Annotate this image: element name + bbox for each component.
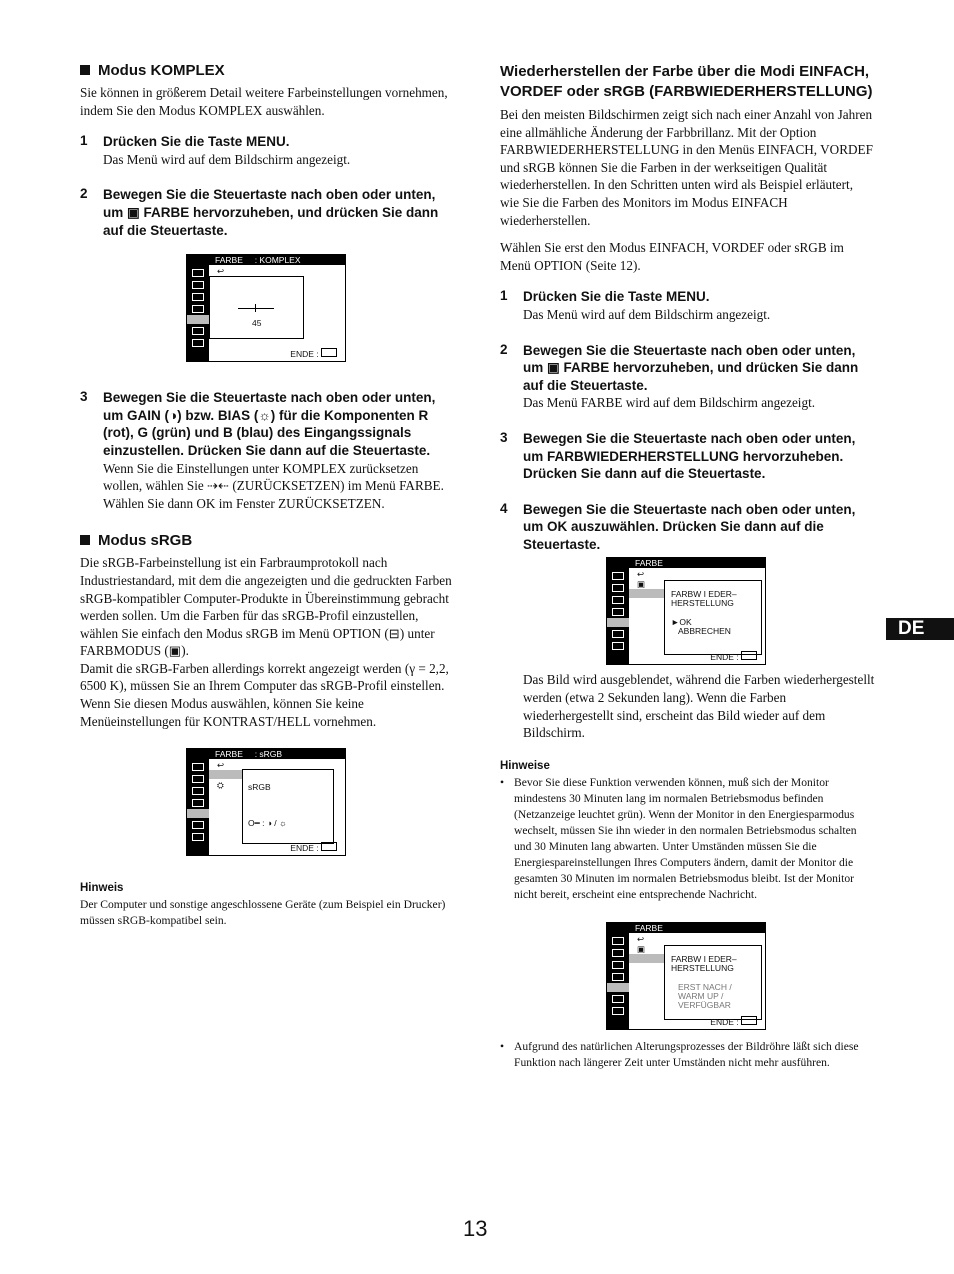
- slider-marker: [255, 304, 256, 312]
- return-icon: ↩: [637, 569, 645, 580]
- menu-button-icon: [741, 651, 757, 660]
- option-icon: [192, 821, 204, 829]
- hint-2: • Aufgrund des natürlichen Alterungsprozesses der Bildröhre läßt sich diese Funktion nach längerer Zeit unter Umständen nicht mehr ausführen.: [500, 1039, 875, 1071]
- language-tab: DE: [886, 618, 954, 640]
- komplex-step-3: 3 Bewegen Sie die Steuertaste nach oben oder unten, um GAIN (◑) bzw. BIAS (☼) für die Komponenten R (rot), G (grün) und B (blau) des Eingangssignals einzustellen. Drücken Sie dann auf die Steuertaste. Wenn Sie die Einstellungen unter KOMPLEX zurücksetzen wollen, wählen Sie ⇢⇠ (ZURÜCKSETZEN) im Menü FARBE. Wählen Sie dann OK im Fenster ZURÜCKSETZEN.: [80, 389, 444, 511]
- komplex-value-window: 45: [209, 276, 304, 339]
- srgb-hint: Der Computer und sonstige angeschlossene Geräte (zum Beispiel ein Drucker) müssen sRGB-kompatibel sein.: [80, 898, 446, 928]
- return-icon: ↩: [217, 760, 225, 771]
- option-icon: [612, 995, 624, 1003]
- brightness-icon: [192, 763, 204, 771]
- komplex-heading: Modus KOMPLEX: [80, 62, 455, 80]
- option-icon: [612, 630, 624, 638]
- geometry-icon: [192, 281, 204, 289]
- komplex-step-2: 2 Bewegen Sie die Steuertaste nach oben oder unten, um ▣ FARBE hervorzuheben, und drücken Sie dann auf die Steuertaste.: [80, 186, 439, 238]
- convergence-icon: [612, 608, 624, 616]
- brightness-icon: [612, 937, 624, 945]
- ok-option[interactable]: ►OK: [671, 617, 692, 628]
- restore-osd-area-1: [500, 553, 875, 671]
- reset-icon: [612, 1007, 624, 1015]
- right-column: [500, 62, 875, 1071]
- reset-icon: [192, 339, 204, 347]
- square-bullet-icon: [80, 535, 90, 545]
- warmup-window: FARBW I EDER– HERSTELLUNG ERST NACH / WARM UP / VERFÜGBAR: [664, 945, 762, 1020]
- option-icon: [192, 327, 204, 335]
- restore-selected-row: [629, 589, 667, 598]
- square-bullet-icon: [80, 65, 90, 75]
- komplex-intro: Sie können in größerem Detail weitere Farbeinstellungen vornehmen, indem Sie den Modus KOMPLEX auswählen.: [80, 85, 448, 118]
- page-number: 13: [463, 1216, 488, 1241]
- menu-button-icon: [321, 348, 337, 357]
- farbe-selected-row: [607, 983, 629, 992]
- osd-srgb: FARBE : sRGB ↩ ⛭ sRGB O━ : ◑ / ☼ ENDE :: [186, 748, 346, 856]
- restore-step-3: 3 Bewegen Sie die Steuertaste nach oben oder unten, um FARBWIEDERHERSTELLUNG hervorzuheben. Drücken Sie dann auf die Steuertaste.: [500, 429, 856, 482]
- komplex-osd-area: [80, 239, 455, 389]
- menu-button-icon: [741, 1016, 757, 1025]
- srgb-text-2: Damit die sRGB-Farben allerdings korrekt angezeigt werden (γ = 2,2, 6500 K), müssen Sie an Ihrem Computer das sRGB-Profil einstellen. Wenn Sie diesen Modus auswählen, können Sie keine Menüeinstellungen für KONTRAST/HELL vornehmen.: [80, 660, 449, 729]
- farbe-selected-row: [187, 809, 209, 818]
- srgb-text-1: Die sRGB-Farbeinstellung ist ein Farbraumprotokoll nach Industriestandard, mit dem die angezeigten und die gedruckten Farben sRGB-kompatibler Computer-Produkte in Übereinstimmung gebracht werden sollen. Um die Farben für das sRGB-Profil einzustellen, wählen Sie einfach den Modus sRGB im Menü OPTION (⊟) unter FARBMODUS (▣).: [80, 555, 452, 659]
- restore-step-2: 2 Bewegen Sie die Steuertaste nach oben oder unten, um ▣ FARBE hervorzuheben, und drücken Sie dann auf die Steuertaste. Das Menü FARBE wird auf dem Bildschirm angezeigt.: [500, 341, 859, 411]
- convergence-icon: [192, 799, 204, 807]
- color-restore-icon: ⛭: [217, 780, 224, 791]
- geometry-icon: [612, 949, 624, 957]
- hint-1: • Bevor Sie diese Funktion verwenden können, muß sich der Monitor mindestens 30 Minuten lang im normalen Betriebsmodus befinden (Netzanzeige leuchtet grün). Wenn der Monitor in den Energiesparmodus wechselt, müssen Sie ihn wieder in den normalen Betriebsmodus schalten und 30 Minuten lang abwarten. Unter Umständen müssen Sie die Energiespareinstellungen Ihres Computers ändern, damit der Monitor die gesamten 30 Minuten im normalen Betriebsmodus bleibt. Ist der Monitor nicht bereit, erscheint eine entsprechende Nachricht.: [500, 775, 875, 903]
- brightness-icon: [612, 572, 624, 580]
- geometry-icon: [192, 775, 204, 783]
- geometry-icon: [612, 584, 624, 592]
- restore-osd-area-2: [500, 903, 875, 1039]
- menu-button-icon: [321, 842, 337, 851]
- restore-intro-2: Wählen Sie erst den Modus EINFACH, VORDEF oder sRGB im Menü OPTION (Seite 12).: [500, 240, 844, 273]
- convergence-icon: [612, 973, 624, 981]
- hints-title: Hinweise: [500, 759, 550, 772]
- convergence-icon: [192, 305, 204, 313]
- return-icon: ↩: [637, 933, 645, 944]
- restore-heading: Wiederherstellen der Farbe über die Modi EINFACH, VORDEF oder sRGB (FARBWIEDERHERSTELLUNG): [500, 63, 873, 100]
- left-column: [80, 62, 455, 929]
- restore-step-4: 4 Bewegen Sie die Steuertaste nach oben oder unten, um OK auszuwählen. Drücken Sie dann auf die Steuertaste.: [500, 500, 856, 552]
- size-icon: [192, 787, 204, 795]
- komplex-step-1: 1 Drücken Sie die Taste MENU. Das Menü wird auf dem Bildschirm angezeigt.: [80, 133, 351, 167]
- cancel-option[interactable]: ABBRECHEN: [678, 626, 731, 637]
- restore-after-text: Das Bild wird ausgeblendet, während die Farben wiederhergestellt werden (etwa 2 Sekunden lang). Wenn die Farben wiederhergestellt sind, erscheint das Bild wieder auf dem Bildschirm.: [523, 672, 875, 741]
- srgb-hint-title: Hinweis: [80, 882, 124, 895]
- value-slider[interactable]: [238, 308, 274, 309]
- return-icon: ↩: [217, 266, 225, 277]
- osd-restore-warmup: FARBE ↩ ▣ FARBW I EDER– HERSTELLUNG ERST NACH / WARM UP / VERFÜGBAR ENDE :: [606, 922, 766, 1030]
- osd-restore-confirm: FARBE ↩ ▣ FARBW I EDER– HERSTELLUNG ►OK ABBRECHEN ENDE :: [606, 557, 766, 665]
- restore-step-1: 1 Drücken Sie die Taste MENU. Das Menü wird auf dem Bildschirm angezeigt.: [500, 288, 771, 322]
- reset-icon: [612, 642, 624, 650]
- farbe-selected-row: [187, 315, 209, 324]
- restore-window: FARBW I EDER– HERSTELLUNG ►OK ABBRECHEN: [664, 580, 762, 655]
- farbe-selected-row: [607, 618, 629, 627]
- restore-selected-row: [629, 954, 667, 963]
- color-mode-icon: ▣: [637, 579, 646, 590]
- size-icon: [612, 961, 624, 969]
- reset-icon: [192, 833, 204, 841]
- color-mode-icon: ▣: [637, 943, 646, 954]
- size-icon: [192, 293, 204, 301]
- srgb-heading: Modus sRGB: [80, 532, 455, 550]
- restore-intro-1: Bei den meisten Bildschirmen zeigt sich nach einer Anzahl von Jahren eine allmähliche Änderung der Farbbrillanz. Mit der Option FARBWIEDERHERSTELLUNG in den Menüs EINFACH, VORDEF und sRGB können Sie die Farben in der werkseitigen Qualität wiederherstellen. In den Schritten unten wird als Beispiel erläutert, wie Sie die Farben des Monitors im Modus EINFACH wiederherstellen.: [500, 107, 873, 228]
- osd-komplex: FARBE : KOMPLEX ↩ 45 ENDE :: [186, 254, 346, 362]
- srgb-osd-area: [80, 740, 455, 864]
- srgb-window: sRGB O━ : ◑ / ☼: [242, 769, 334, 844]
- size-icon: [612, 596, 624, 604]
- brightness-icon: [192, 269, 204, 277]
